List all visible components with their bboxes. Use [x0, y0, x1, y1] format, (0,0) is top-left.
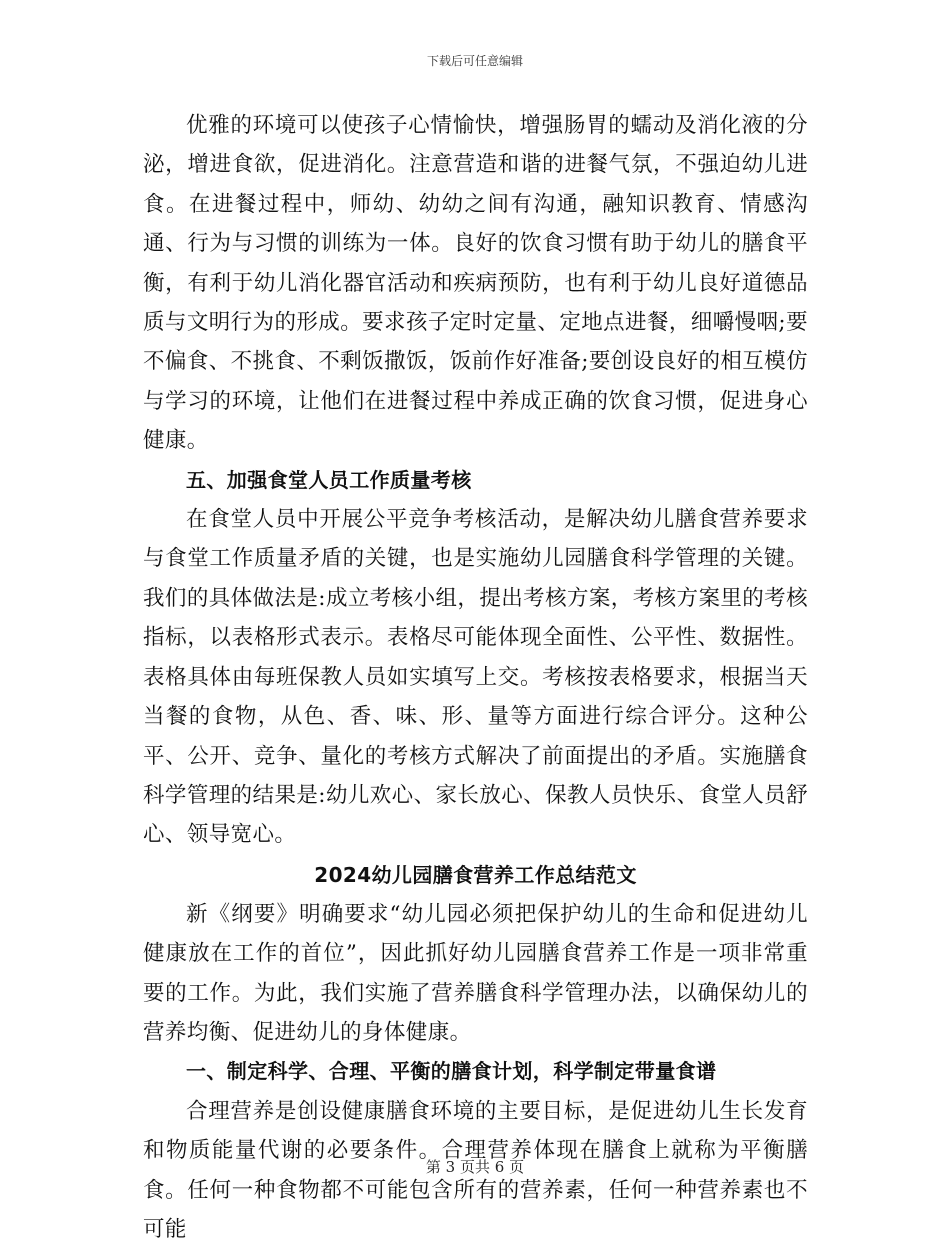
paragraph-nutrition: 合理营养是创设健康膳食环境的主要目标，是促进幼儿生长发育和物质能量代谢的必要条件。合理营养体现在膳食上就称为平衡膳食。任何一种食物都不可能包含所有的营养素，任何一种营养素也不可能	[143, 1098, 808, 1242]
section-heading-1: 一、制定科学、合理、平衡的膳食计划，科学制定带量食谱	[186, 1059, 717, 1084]
document-body	[143, 106, 808, 1249]
page-header: 下载后可任意编辑	[426, 54, 523, 68]
paragraph-intro: 新《纲要》明确要求“幼儿园必须把保护幼儿的生命和促进幼儿健康放在工作的首位”，因此抓好幼儿园膳食营养工作是一项非常重要的工作。为此，我们实施了营养膳食科学管理办法，以确保幼儿的营养均衡、促进幼儿的身体健康。	[143, 901, 808, 1045]
paragraph-environment: 优雅的环境可以使孩子心情愉快，增强肠胃的蠕动及消化液的分泌，增进食欲，促进消化。注意营造和谐的进餐气氛，不强迫幼儿进食。在进餐过程中，师幼、幼幼之间有沟通，融知识教育、情感沟通、行为与习惯的训练为一体。良好的饮食习惯有助于幼儿的膳食平衡，有利于幼儿消化器官活动和疾病预防，也有利于幼儿良好道德品质与文明行为的形成。要求孩子定时定量、定地点进餐，细嚼慢咽;要不偏食、不挑食、不剩饭撒饭，饭前作好准备;要创设良好的相互模仿与学习的环境，让他们在进餐过程中养成正确的饮食习惯，促进身心健康。	[143, 113, 808, 454]
section-heading-5: 五、加强食堂人员工作质量考核	[186, 467, 472, 492]
page-footer: 第 3 页共 6 页	[425, 1158, 525, 1176]
document-title: 2024幼儿园膳食营养工作总结范文	[314, 862, 637, 887]
paragraph-staff-assessment: 在食堂人员中开展公平竞争考核活动，是解决幼儿膳食营养要求与食堂工作质量矛盾的关键，也是实施幼儿园膳食科学管理的关键。我们的具体做法是:成立考核小组，提出考核方案，考核方案里的考核指标，以表格形式表示。表格尽可能体现全面性、公平性、数据性。表格具体由每班保教人员如实填写上交。考核按表格要求，根据当天当餐的食物，从色、香、味、形、量等方面进行综合评分。这种公平、公开、竞争、量化的考核方式解决了前面提出的矛盾。实施膳食科学管理的结果是:幼儿欢心、家长放心、保教人员快乐、食堂人员舒心、领导宽心。	[143, 507, 808, 848]
